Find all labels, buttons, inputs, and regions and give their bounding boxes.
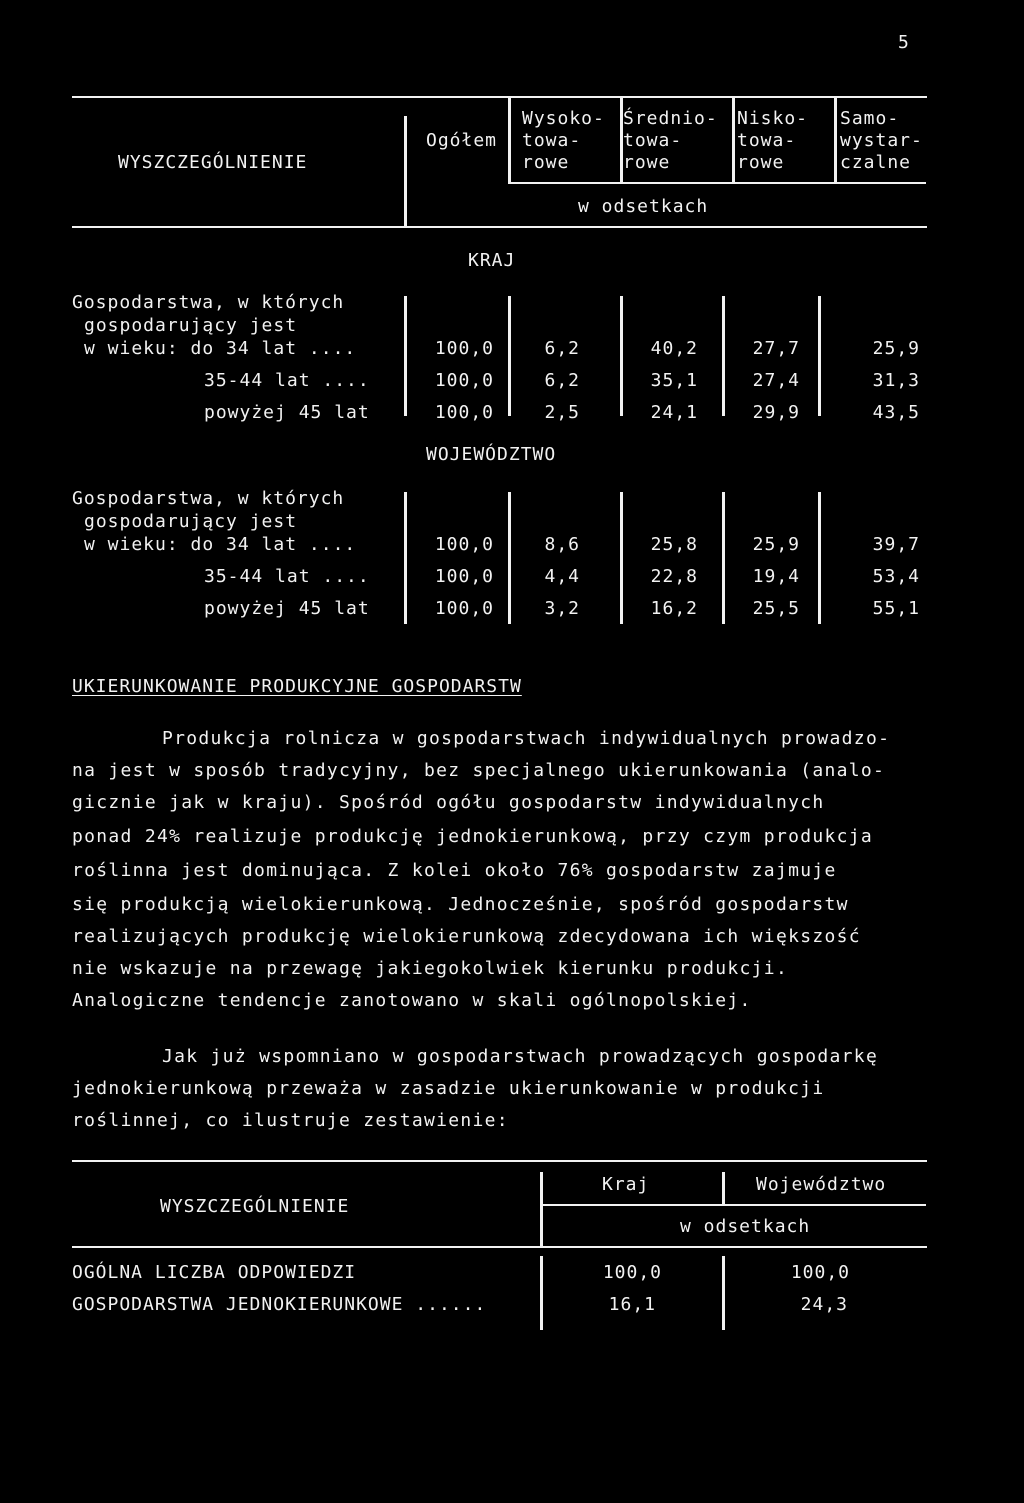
cell-value: 100,0 [434, 534, 494, 555]
table2-col-divider [722, 1172, 725, 1206]
paragraph-line: roślinna jest dominująca. Z kolei około 76% gospodarstw zajmuje [72, 860, 837, 881]
table1-col-divider [508, 98, 511, 184]
cell-value: 100,0 [434, 566, 494, 587]
table2-row-label: GOSPODARSTWA JEDNOKIERUNKOWE ...... [72, 1294, 487, 1315]
cell-value: 100,0 [434, 370, 494, 391]
cell-value: 2,5 [544, 402, 580, 423]
table1-col-divider [620, 296, 623, 416]
cell-value: 4,4 [544, 566, 580, 587]
header-samowystarczalne: czalne [840, 152, 912, 173]
cell-value: 25,5 [752, 598, 800, 619]
section-heading: UKIERUNKOWANIE PRODUKCYJNE GOSPODARSTW [72, 676, 522, 697]
cell-value: 6,2 [544, 338, 580, 359]
header-sredniotowarowe: towa- [623, 130, 683, 151]
header-wysokotowarowe: Wysoko- [522, 108, 605, 129]
table1-col-divider [834, 98, 837, 184]
row-label: powyżej 45 lat [204, 402, 370, 423]
paragraph-line: gicznie jak w kraju). Spośród ogółu gospodarstw indywidualnych [72, 792, 825, 813]
header-wyszczegolnienie: WYSZCZEGÓLNIENIE [118, 152, 308, 173]
table2-header-bottom-rule [72, 1246, 927, 1248]
cell-value: 100,0 [434, 598, 494, 619]
header-niskotowarowe: towa- [737, 130, 797, 151]
cell-value: 25,9 [752, 534, 800, 555]
table1-header-rule [508, 182, 926, 184]
paragraph-line: na jest w sposób tradycyjny, bez specjalnego ukierunkowania (analo- [72, 760, 886, 781]
cell-value: 55,1 [872, 598, 920, 619]
paragraph-line: realizujących produkcję wielokierunkową zdecydowana ich większość [72, 926, 861, 947]
table1-top-rule [72, 96, 927, 98]
cell-value: 53,4 [872, 566, 920, 587]
table2-col-divider [540, 1172, 543, 1248]
cell-value: 16,2 [650, 598, 698, 619]
cell-value: 3,2 [544, 598, 580, 619]
table1-col-divider [508, 296, 511, 416]
table1-col-divider [404, 492, 407, 624]
paragraph-line: jednokierunkową przeważa w zasadzie ukierunkowanie w produkcji [72, 1078, 825, 1099]
cell-value: 25,9 [872, 338, 920, 359]
cell-value: 22,8 [650, 566, 698, 587]
table2-col-divider [722, 1256, 725, 1330]
row-group-label: gospodarujący jest [84, 511, 298, 532]
table1-col-divider [818, 296, 821, 416]
header-samowystarczalne: wystar- [840, 130, 923, 151]
table2-col-divider [540, 1256, 543, 1330]
table1-col-divider [508, 492, 511, 624]
header-unit: w odsetkach [578, 196, 709, 217]
cell-value: 19,4 [752, 566, 800, 587]
table1-col-divider [818, 492, 821, 624]
cell-value: 43,5 [872, 402, 920, 423]
table2-cell-value: 16,1 [608, 1294, 656, 1315]
cell-value: 31,3 [872, 370, 920, 391]
row-group-label: gospodarujący jest [84, 315, 298, 336]
header-samowystarczalne: Samo- [840, 108, 900, 129]
table2-cell-value: 100,0 [790, 1262, 850, 1283]
cell-value: 24,1 [650, 402, 698, 423]
header-wysokotowarowe: rowe [522, 152, 570, 173]
table1-col-divider [620, 492, 623, 624]
table2-cell-value: 24,3 [800, 1294, 848, 1315]
header-sredniotowarowe: Średnio- [623, 108, 718, 129]
row-label: w wieku: do 34 lat .... [84, 338, 357, 359]
row-group-label: Gospodarstwa, w których [72, 292, 345, 313]
paragraph-line: nie wskazuje na przewagę jakiegokolwiek kierunku produkcji. [72, 958, 789, 979]
row-label: 35-44 lat .... [204, 370, 370, 391]
row-label: powyżej 45 lat [204, 598, 370, 619]
cell-value: 6,2 [544, 370, 580, 391]
section-title-kraj: KRAJ [468, 250, 516, 271]
cell-value: 35,1 [650, 370, 698, 391]
table2-header-wyszczegolnienie: WYSZCZEGÓLNIENIE [160, 1196, 350, 1217]
paragraph-line: roślinnej, co ilustruje zestawienie: [72, 1110, 509, 1131]
table2-row-label: OGÓLNA LICZBA ODPOWIEDZI [72, 1262, 357, 1283]
row-group-label: Gospodarstwa, w których [72, 488, 345, 509]
header-niskotowarowe: Nisko- [737, 108, 809, 129]
table2-top-rule [72, 1160, 927, 1162]
table1-col-divider [722, 492, 725, 624]
table1-col-divider [404, 116, 407, 228]
cell-value: 27,7 [752, 338, 800, 359]
row-label: 35-44 lat .... [204, 566, 370, 587]
header-ogolem: Ogółem [426, 130, 498, 151]
table2-header-wojewodztwo: Województwo [756, 1174, 887, 1195]
table2-header-kraj: Kraj [602, 1174, 650, 1195]
paragraph-line: Produkcja rolnicza w gospodarstwach indywidualnych prowadzo- [162, 728, 891, 749]
cell-value: 39,7 [872, 534, 920, 555]
header-niskotowarowe: rowe [737, 152, 785, 173]
paragraph-line: Analogiczne tendencje zanotowano w skali ogólnopolskiej. [72, 990, 752, 1011]
header-sredniotowarowe: rowe [623, 152, 671, 173]
paragraph-line: się produkcją wielokierunkową. Jednocześnie, spośród gospodarstw [72, 894, 849, 915]
cell-value: 27,4 [752, 370, 800, 391]
table2-header-rule [542, 1204, 926, 1206]
table1-col-divider [722, 296, 725, 416]
cell-value: 100,0 [434, 402, 494, 423]
paragraph-line: Jak już wspomniano w gospodarstwach prowadzących gospodarkę [162, 1046, 879, 1067]
table1-col-divider [732, 98, 735, 184]
section-title-wojewodztwo: WOJEWÓDZTWO [426, 444, 557, 465]
paragraph-line: ponad 24% realizuje produkcję jednokierunkową, przy czym produkcja [72, 826, 874, 847]
cell-value: 8,6 [544, 534, 580, 555]
header-wysokotowarowe: towa- [522, 130, 582, 151]
row-label: w wieku: do 34 lat .... [84, 534, 357, 555]
table1-header-bottom-rule [72, 226, 927, 228]
table2-cell-value: 100,0 [602, 1262, 662, 1283]
page-number: 5 [898, 32, 910, 53]
table2-header-unit: w odsetkach [680, 1216, 811, 1237]
cell-value: 100,0 [434, 338, 494, 359]
cell-value: 25,8 [650, 534, 698, 555]
cell-value: 29,9 [752, 402, 800, 423]
table1-col-divider [404, 296, 407, 416]
cell-value: 40,2 [650, 338, 698, 359]
